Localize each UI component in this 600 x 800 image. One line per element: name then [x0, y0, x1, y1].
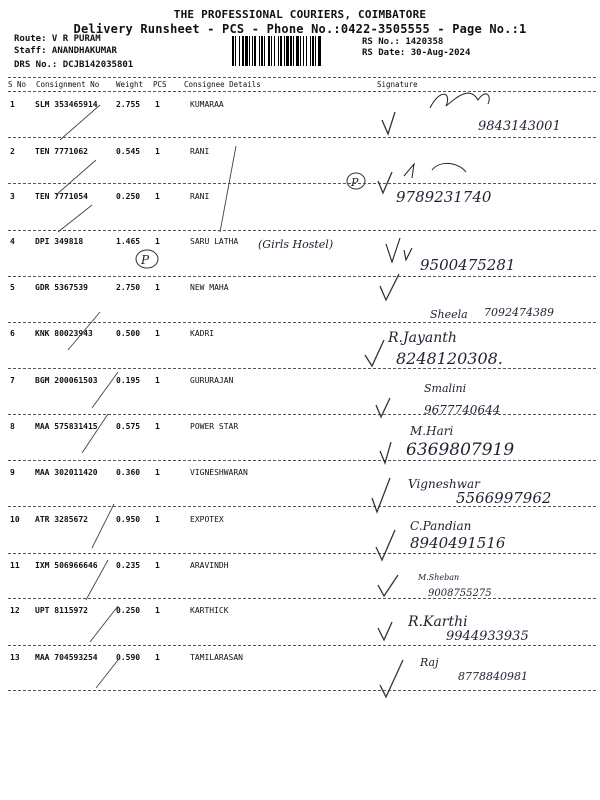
barcode-bar	[239, 36, 240, 66]
drs-number: DRS No.: DCJB142035801	[14, 60, 134, 70]
row-4-weight: 1.465	[116, 237, 141, 246]
row-11-consignee: ARAVINDH	[190, 561, 229, 570]
row-13-pcs: 1	[155, 653, 160, 662]
row-9-sno: 9	[10, 468, 15, 477]
col-consignee-header: Consignee Details	[184, 80, 261, 89]
barcode-bar	[264, 36, 265, 66]
row-5-pcs: 1	[155, 283, 160, 292]
col-pcs-header: PCS	[153, 80, 167, 89]
header-bottom-rule	[8, 91, 596, 92]
row-1-sno: 1	[10, 100, 15, 109]
sig-phone-4: 9500475281	[420, 256, 516, 274]
sig-name-13: Raj	[420, 656, 439, 669]
sig-phone-2: 9789231740	[396, 188, 492, 206]
p-mark-text: P	[141, 253, 150, 267]
row-13-consignment: MAA 704593254	[35, 653, 98, 662]
sig-name-9: Vigneshwar	[408, 477, 480, 491]
barcode-bar	[284, 36, 285, 66]
barcode	[232, 36, 356, 66]
barcode-bar	[306, 36, 307, 66]
row-10-pcs: 1	[155, 515, 160, 524]
row-1-consignment: SLM 353465914	[35, 100, 98, 109]
barcode-bar	[310, 36, 311, 66]
row-9-weight: 0.360	[116, 468, 141, 477]
row-8-sno: 8	[10, 422, 15, 431]
row-8-consignee: POWER STAR	[190, 422, 239, 431]
signature-scribble-1	[430, 93, 489, 108]
row-separator	[8, 230, 596, 231]
row-3-pcs: 1	[155, 192, 160, 201]
col-signature-header: Signature	[377, 80, 418, 89]
signature-scribble-4	[386, 238, 412, 262]
row-10-sno: 10	[10, 515, 20, 524]
row-3-consignment: TEN 7771054	[35, 192, 88, 201]
row-4-consignment: DPI 349818	[35, 237, 84, 246]
barcode-bar	[303, 36, 304, 66]
row-2-consignee: RANI	[190, 147, 210, 156]
row-9-consignment: MAA 302011420	[35, 468, 98, 477]
row-6-weight: 0.500	[116, 329, 141, 338]
sig-name-12: R.Karthi	[408, 614, 468, 630]
barcode-bar	[290, 36, 292, 66]
barcode-bar	[259, 36, 260, 66]
row-4-consignee: SARU LATHA	[190, 237, 239, 246]
row-separator	[8, 414, 596, 415]
sig-phone-12: 9944933935	[446, 629, 529, 644]
row-7-consignment: BGM 200061503	[35, 376, 98, 385]
row-separator	[8, 276, 596, 277]
row-9-consignee: VIGNESHWARAN	[190, 468, 248, 477]
row-5-sno: 5	[10, 283, 15, 292]
sig-phone-6: 8248120308.	[396, 349, 503, 368]
rs-number: RS No.: 1420358	[362, 37, 444, 47]
row-10-consignment: ATR 3285672	[35, 515, 88, 524]
sig-name-11: M.Sheban	[418, 573, 460, 582]
row-7-weight: 0.195	[116, 376, 141, 385]
p-mark-text-2: P	[351, 176, 359, 189]
sig-name-10: C.Pandian	[410, 519, 472, 533]
barcode-bar	[274, 36, 275, 66]
row-13-sno: 13	[10, 653, 20, 662]
row-5-consignment: GDR 5367539	[35, 283, 88, 292]
row-11-consignment: IXM 506966646	[35, 561, 98, 570]
row-separator	[8, 322, 596, 323]
barcode-bar	[232, 36, 234, 66]
sig-name-8: M.Hari	[410, 424, 454, 438]
header-top-rule	[8, 77, 596, 78]
row-5-consignee: NEW MAHA	[190, 283, 229, 292]
row-8-weight: 0.575	[116, 422, 141, 431]
barcode-bar	[254, 36, 256, 66]
row-5-weight: 2.750	[116, 283, 141, 292]
col-sno-header: S No	[8, 80, 27, 89]
row-6-pcs: 1	[155, 329, 160, 338]
row-separator	[8, 183, 596, 184]
sig-phone-10: 8940491516	[410, 534, 506, 552]
row-3-sno: 3	[10, 192, 15, 201]
rs-date: RS Date: 30-Aug-2024	[362, 48, 471, 58]
row-separator	[8, 645, 596, 646]
row-12-sno: 12	[10, 606, 20, 615]
row-13-weight: 0.590	[116, 653, 141, 662]
barcode-bar	[280, 36, 282, 66]
row-11-weight: 0.235	[116, 561, 141, 570]
row-1-pcs: 1	[155, 100, 160, 109]
barcode-bar	[300, 36, 301, 66]
row-9-pcs: 1	[155, 468, 160, 477]
sig-phone-13: 8778840981	[458, 670, 528, 683]
sig-phone-7: 9677740644	[424, 403, 501, 417]
row-12-consignee: KARTHICK	[190, 606, 229, 615]
barcode-bar	[252, 36, 253, 66]
row-separator	[8, 137, 596, 138]
sig-name-7: Smalini	[424, 382, 467, 395]
sig-phone-9: 5566997962	[456, 489, 552, 507]
barcode-bar	[278, 36, 279, 66]
row-13-consignee: TAMILARASAN	[190, 653, 243, 662]
row-4-pcs: 1	[155, 237, 160, 246]
barcode-bar	[318, 36, 321, 66]
sig-phone-8: 6369807919	[406, 440, 515, 460]
sig-phone-1: 9843143001	[478, 119, 561, 134]
col-consignment-header: Consignment No	[36, 80, 100, 89]
p-mark-circle	[136, 173, 365, 268]
barcode-bar	[261, 36, 263, 66]
hostel-note: (Girls Hostel)	[258, 238, 334, 251]
row-10-consignee: EXPOTEX	[190, 515, 224, 524]
barcode-bar	[268, 36, 270, 66]
row-separator	[8, 690, 596, 691]
runsheet-subtitle: Delivery Runsheet - PCS - Phone No.:0422-3505555 - Page No.:1	[73, 22, 527, 36]
row-1-weight: 2.755	[116, 100, 141, 109]
barcode-bar	[296, 36, 299, 66]
barcode-bar	[235, 36, 236, 66]
col-weight-header: Weight	[116, 80, 144, 89]
barcode-bar	[312, 36, 314, 66]
barcode-bar	[245, 36, 248, 66]
row-7-consignee: GURURAJAN	[190, 376, 234, 385]
row-2-sno: 2	[10, 147, 15, 156]
route-field: Route: V R PURAM	[14, 34, 101, 44]
row-12-consignment: UPT 8115972	[35, 606, 88, 615]
row-7-pcs: 1	[155, 376, 160, 385]
barcode-bar	[286, 36, 289, 66]
row-2-pcs: 1	[155, 147, 160, 156]
barcode-bar	[315, 36, 316, 66]
sig-name-6: R.Jayanth	[388, 330, 457, 346]
row-separator	[8, 553, 596, 554]
row-6-consignee: KADRI	[190, 329, 215, 338]
row-12-weight: 0.250	[116, 606, 141, 615]
row-11-pcs: 1	[155, 561, 160, 570]
row-separator	[8, 506, 596, 507]
row-10-weight: 0.950	[116, 515, 141, 524]
row-3-weight: 0.250	[116, 192, 141, 201]
company-title: THE PROFESSIONAL COURIERS, COIMBATORE	[173, 8, 427, 21]
barcode-bar	[293, 36, 294, 66]
barcode-bar	[249, 36, 250, 66]
row-2-weight: 0.545	[116, 147, 141, 156]
staff-field: Staff: ANANDHAKUMAR	[14, 46, 117, 56]
row-3-consignee: RANI	[190, 192, 210, 201]
row-2-consignment: TEN 7771062	[35, 147, 88, 156]
row-4-sno: 4	[10, 237, 15, 246]
row-6-consignment: KNK 80023943	[35, 329, 93, 338]
sig-phone-5: 7092474389	[484, 306, 554, 319]
row-7-sno: 7	[10, 376, 15, 385]
row-6-sno: 6	[10, 329, 15, 338]
sig-phone-11: 9008755275	[428, 588, 492, 599]
sig-name-5: Sheela	[430, 308, 468, 321]
row-8-pcs: 1	[155, 422, 160, 431]
row-8-consignment: MAA 575831415	[35, 422, 98, 431]
row-12-pcs: 1	[155, 606, 160, 615]
row-1-consignee: KUMARAA	[190, 100, 224, 109]
barcode-bar	[271, 36, 272, 66]
row-11-sno: 11	[10, 561, 20, 570]
barcode-bar	[242, 36, 244, 66]
row-separator	[8, 598, 596, 599]
signature-scribble-2	[404, 163, 466, 178]
row-separator	[8, 460, 596, 461]
row-separator	[8, 368, 596, 369]
